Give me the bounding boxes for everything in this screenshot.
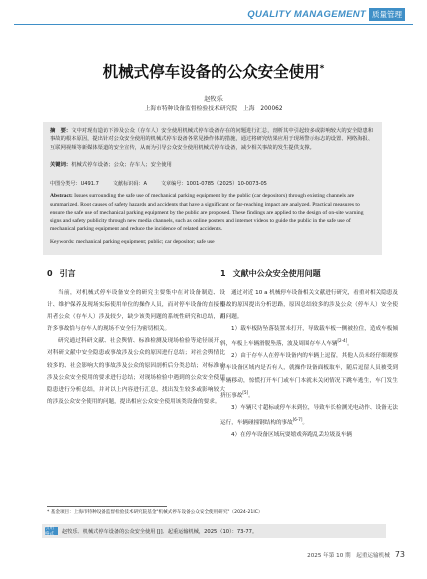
keywords-cn-text: 机械式停车设备；公众；存车人；安全使用 xyxy=(71,162,172,169)
page-footer xyxy=(307,550,405,559)
keywords-en-text: mechanical parking equipment; public; car depositor; safe use xyxy=(75,238,215,245)
reference-mark: [2-4] xyxy=(337,338,348,344)
list-item: 2）由于存车人在停车设备内的车辆上逗留，其他人员未经仔细观察停车设备区域内是否有人，就操作设备面板取车，随后逗留人员被受到车辆移动，惊慌打开车门或车门本就未关闭情况下跳车逃生，车门发生挤压事故[5]。 xyxy=(220,353,398,399)
citation-text: 赵牧乐．机械式停车设备的公众安全使用 [J]．起重运输机械，2025（10）：73-77。 xyxy=(62,528,258,535)
list-item: 1）载车板防坠落装置未打开，导致载车板一侧被拉住，造成车板倾斜，车板上车辆滑脱坠落，波及周围存车人车辆[2-4]。 xyxy=(220,326,398,348)
footer-issue: 2025 年第 10 期 xyxy=(307,552,357,559)
reference-mark: [6-7] xyxy=(292,416,303,422)
right-column xyxy=(220,268,398,441)
article-meta xyxy=(50,180,375,187)
section-1-title: 文献中公众安全使用问题 xyxy=(232,269,321,278)
list-item: 3）车辆尺寸超标或停车未到位，导致车长检测光电动作、设备无法运行，车辆碰撞钢结构的事故[6-7]。 xyxy=(220,404,398,426)
keywords-cn-label: 关键词： xyxy=(50,162,72,169)
keywords-cn xyxy=(50,160,375,168)
citation-box xyxy=(42,524,386,538)
footer-journal: 起重运输机械 xyxy=(356,552,390,559)
header-section-tag: 质量管理 xyxy=(369,8,405,21)
keywords-en xyxy=(50,239,375,245)
meta-article-no: 文章编号：1001-0785（2025）10-0073-05 xyxy=(160,181,267,188)
abstract-box xyxy=(43,122,382,255)
abstract-cn xyxy=(50,127,375,152)
reference-mark: [5] xyxy=(242,389,249,395)
keywords-en-label: Keywords: xyxy=(50,238,75,245)
abstract-en-text: Issues surrounding the safe use of mechanical parking equipment by the public (car depositors) through existing channels are summarized. Root causes of safety hazards and accidents that have a significant or far-reaching impact are analyzed. Practical measures to ensure the safe use of mechanical parking equipment by the public are proposed. These findings are applied to the design of on-site warning signs and safety publicity through new media channels, such as online posters and internet videos to guide the public in the safe use of mechanical parking equipment and reduce the incidence of related accidents. xyxy=(50,193,364,233)
paragraph: 当前，对机械式停车设备安全的研究主要集中在对设备制造、设计、维护保养及现场实际使用单位的操作人员，而对停车设备的直接使用者公众（存车人）涉及较少，缺少该类问题的系统性研究和总结，而许多事故恰与存车人的现场不安全行为密切相关。 xyxy=(47,290,225,333)
section-0-number: 0 xyxy=(47,269,53,278)
left-column xyxy=(47,268,225,408)
affiliation: 上海市特种设备监督检验技术研究院 上海 200062 xyxy=(144,106,283,112)
meta-clc: 中图分类号：U491.7 xyxy=(50,181,99,188)
section-1-number: 1 xyxy=(220,269,226,278)
page-number: 73 xyxy=(394,550,405,559)
article-title xyxy=(0,60,427,82)
header-brand: QUALITY MANAGEMENT xyxy=(247,8,366,20)
list-item: 4）在停车设备区域玩耍嬉戏奔跑乱丢垃圾及车辆 xyxy=(231,431,353,438)
citation-icon: 引用格式 xyxy=(45,527,58,535)
footnote-divider xyxy=(47,506,167,507)
abstract-cn-label: 摘 要： xyxy=(50,128,72,134)
section-0-title: 引言 xyxy=(59,269,76,278)
author: 赵牧乐 xyxy=(204,96,223,103)
section-0-heading xyxy=(47,268,225,279)
title-text: 机械式停车设备的公众安全使用 xyxy=(102,63,320,81)
paragraph: 通过对近 10 a 机械停车设备相关文献进行研究，看重对相关隐患及事故的原因提出分析思路，原因总结较多的涉及公众（停车人）安全使用问题。 xyxy=(220,290,398,321)
title-footnote-mark: * xyxy=(319,63,325,74)
meta-doc-code: 文献标识码：A xyxy=(112,181,147,188)
paragraph: 研究通过科研文献、社会舆情、标准检测及现场检验等途径展开，对科研文献中安全隐患或事故涉及公众的原因进行总结；对社会舆情比较多的、社会影响大的事故涉及公众的原因剖析后分类总结；对标准中涉及公众安全使用的要求进行总结；对现场检验中遇到的公众安全使用隐患进行分析总结，并对以上内容进行汇总，找出发生较多或影响较大的涉及公众安全使用的问题，提出相应公众安全使用该类设备的要求。 xyxy=(47,338,225,405)
abstract-en xyxy=(50,192,375,233)
header-divider xyxy=(14,24,413,25)
abstract-cn-text: 文中对现有造访下涉及公众（存车人）安全使用机械式停车设备存在的问题进行汇总，剖析其中引起较多或影响较大的安全隐患和事故的根本原因，提出针对公众安全使用的机械式停车设备各常见操作体的措施，通过将研究结果应用于现场警示标志的设置、网络海报、互联网视频等新媒体渠道的安全宣传，从而为引导公众安全使用机械式停车设备，减少相关事故的发生提供支撑。 xyxy=(50,128,374,151)
abstract-en-label: Abstract: xyxy=(50,193,73,200)
section-1-heading xyxy=(220,268,398,279)
footnote: * 基金项目：上海市特种设备监督检验技术研究院基金"机械式停车设备公众安全使用研究"（2024-21IC） xyxy=(47,510,263,515)
header xyxy=(247,6,405,22)
